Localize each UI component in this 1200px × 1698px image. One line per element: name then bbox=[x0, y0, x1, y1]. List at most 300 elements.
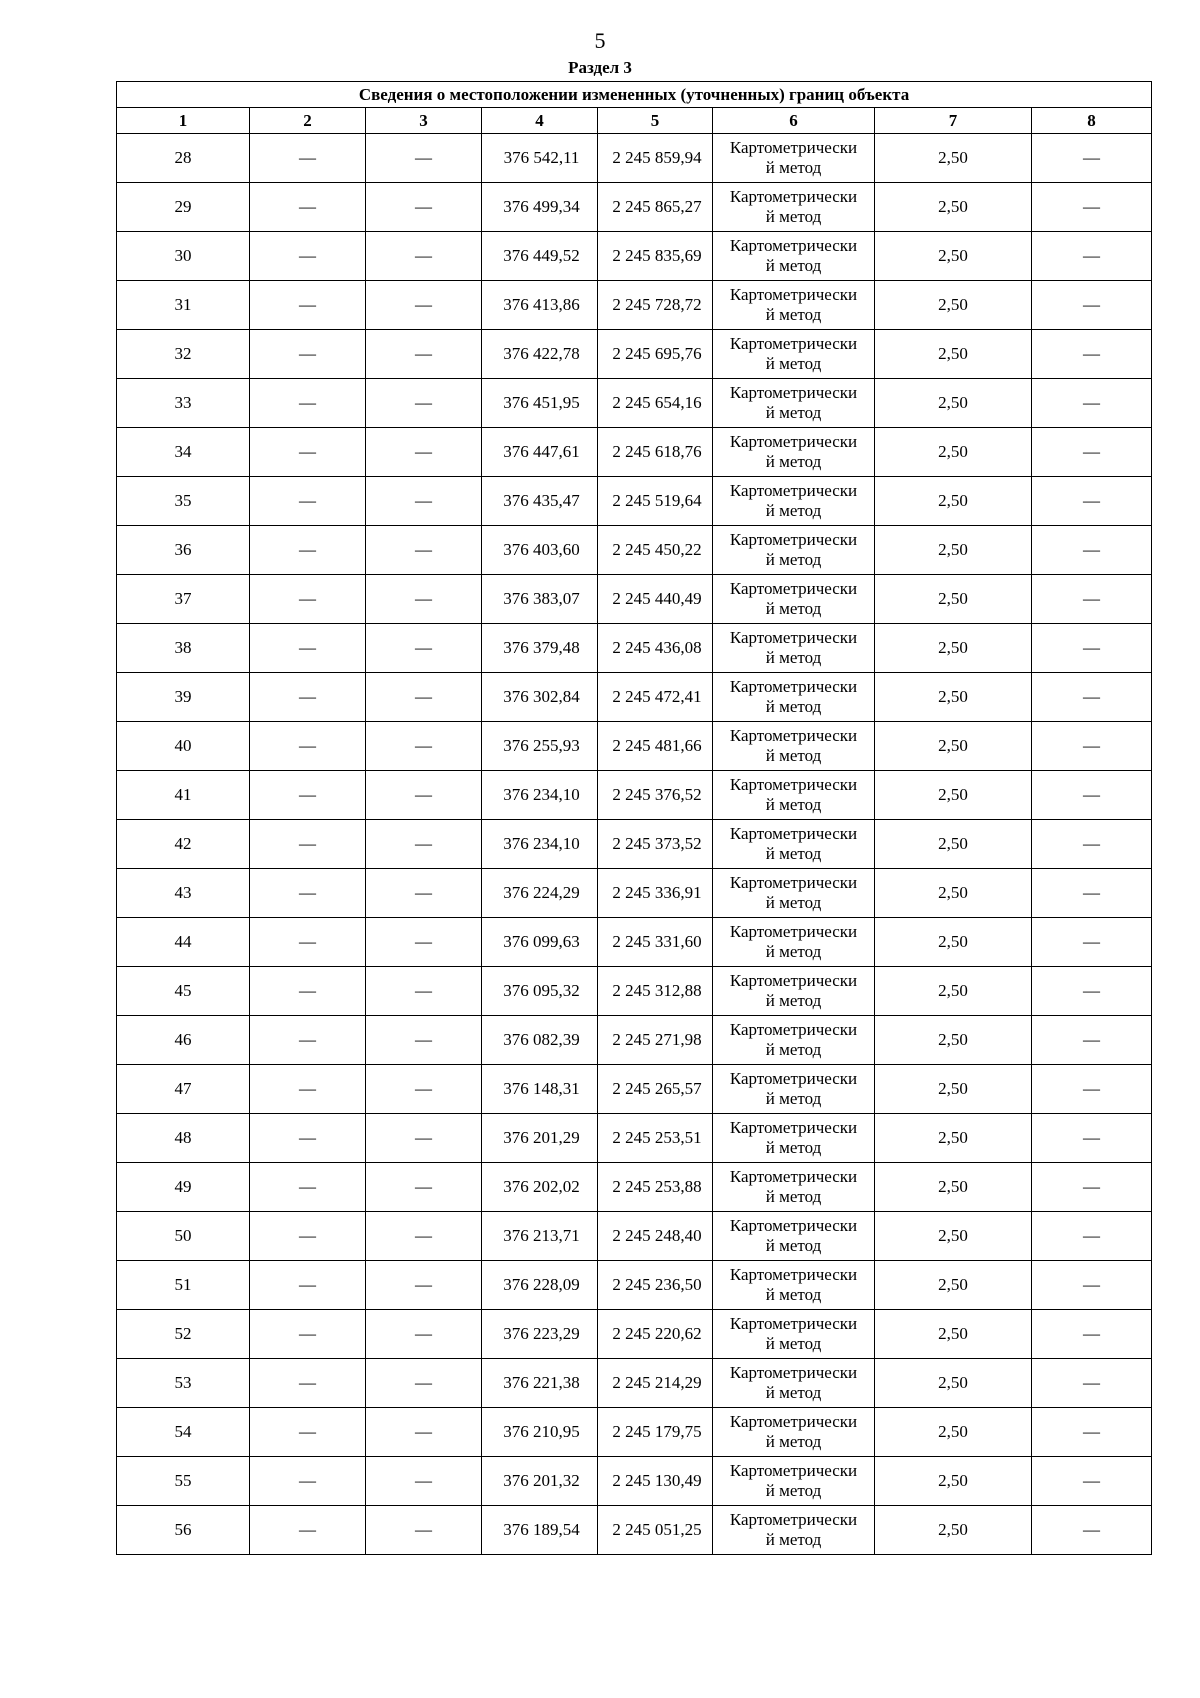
table-caption-row bbox=[117, 82, 1152, 108]
column-2-cell: — bbox=[250, 526, 366, 575]
y-coordinate-cell: 2 245 373,52 bbox=[598, 820, 713, 869]
column-3-cell: — bbox=[366, 967, 482, 1016]
point-number-cell: 48 bbox=[117, 1114, 250, 1163]
x-coordinate-cell: 376 499,34 bbox=[482, 183, 598, 232]
x-coordinate-cell: 376 383,07 bbox=[482, 575, 598, 624]
column-8-cell: — bbox=[1032, 820, 1152, 869]
column-2-cell: — bbox=[250, 1457, 366, 1506]
page-number: 5 bbox=[594, 28, 606, 53]
column-2-cell: — bbox=[250, 134, 366, 183]
method-cell bbox=[713, 918, 875, 967]
method-line-1: Картометрически bbox=[729, 236, 858, 255]
y-coordinate-cell: 2 245 130,49 bbox=[598, 1457, 713, 1506]
y-coordinate-cell: 2 245 835,69 bbox=[598, 232, 713, 281]
column-2-cell: — bbox=[250, 869, 366, 918]
point-number-cell: 38 bbox=[117, 624, 250, 673]
y-coordinate-cell: 2 245 220,62 bbox=[598, 1310, 713, 1359]
method-line-1: Картометрически bbox=[729, 1216, 858, 1235]
column-8-cell: — bbox=[1032, 281, 1152, 330]
column-2-cell: — bbox=[250, 1359, 366, 1408]
accuracy-cell: 2,50 bbox=[875, 771, 1032, 820]
accuracy-cell: 2,50 bbox=[875, 1310, 1032, 1359]
column-2-cell: — bbox=[250, 1212, 366, 1261]
point-number-cell: 33 bbox=[117, 379, 250, 428]
column-3-cell: — bbox=[366, 918, 482, 967]
x-coordinate-cell: 376 148,31 bbox=[482, 1065, 598, 1114]
method-line-2: й метод bbox=[765, 648, 822, 667]
method-cell bbox=[713, 1359, 875, 1408]
method-line-2: й метод bbox=[765, 1432, 822, 1451]
method-cell bbox=[713, 1261, 875, 1310]
method-cell bbox=[713, 967, 875, 1016]
method-cell bbox=[713, 428, 875, 477]
x-coordinate-cell: 376 213,71 bbox=[482, 1212, 598, 1261]
x-coordinate-cell: 376 082,39 bbox=[482, 1016, 598, 1065]
column-3-cell: — bbox=[366, 428, 482, 477]
y-coordinate-cell: 2 245 654,16 bbox=[598, 379, 713, 428]
method-line-2: й метод bbox=[765, 1040, 822, 1059]
point-number-cell: 44 bbox=[117, 918, 250, 967]
y-coordinate-cell: 2 245 481,66 bbox=[598, 722, 713, 771]
accuracy-cell: 2,50 bbox=[875, 722, 1032, 771]
y-coordinate-cell: 2 245 312,88 bbox=[598, 967, 713, 1016]
method-cell bbox=[713, 771, 875, 820]
accuracy-cell: 2,50 bbox=[875, 379, 1032, 428]
column-3-cell: — bbox=[366, 1457, 482, 1506]
method-line-1: Картометрически bbox=[729, 1314, 858, 1333]
method-line-2: й метод bbox=[765, 1138, 822, 1157]
method-line-1: Картометрически bbox=[729, 1363, 858, 1382]
column-3-cell: — bbox=[366, 771, 482, 820]
x-coordinate-cell: 376 255,93 bbox=[482, 722, 598, 771]
x-coordinate-cell: 376 302,84 bbox=[482, 673, 598, 722]
method-line-2: й метод bbox=[765, 844, 822, 863]
method-cell bbox=[713, 477, 875, 526]
column-2-cell: — bbox=[250, 575, 366, 624]
method-line-1: Картометрически bbox=[729, 824, 858, 843]
column-2-cell: — bbox=[250, 1016, 366, 1065]
x-coordinate-cell: 376 422,78 bbox=[482, 330, 598, 379]
column-number-7: 7 bbox=[875, 108, 1032, 134]
y-coordinate-cell: 2 245 450,22 bbox=[598, 526, 713, 575]
x-coordinate-cell: 376 095,32 bbox=[482, 967, 598, 1016]
table-row bbox=[117, 967, 1152, 1016]
method-line-1: Картометрически bbox=[729, 1167, 858, 1186]
point-number-cell: 36 bbox=[117, 526, 250, 575]
x-coordinate-cell: 376 403,60 bbox=[482, 526, 598, 575]
table-row bbox=[117, 771, 1152, 820]
method-cell bbox=[713, 1408, 875, 1457]
column-2-cell: — bbox=[250, 918, 366, 967]
method-cell bbox=[713, 1212, 875, 1261]
accuracy-cell: 2,50 bbox=[875, 624, 1032, 673]
accuracy-cell: 2,50 bbox=[875, 1457, 1032, 1506]
column-3-cell: — bbox=[366, 1506, 482, 1555]
column-3-cell: — bbox=[366, 722, 482, 771]
point-number-cell: 47 bbox=[117, 1065, 250, 1114]
column-2-cell: — bbox=[250, 967, 366, 1016]
method-line-2: й метод bbox=[765, 501, 822, 520]
method-line-2: й метод bbox=[765, 795, 822, 814]
point-number-cell: 55 bbox=[117, 1457, 250, 1506]
method-cell bbox=[713, 1065, 875, 1114]
method-cell bbox=[713, 673, 875, 722]
column-number-3: 3 bbox=[366, 108, 482, 134]
method-line-2: й метод bbox=[765, 599, 822, 618]
table-row bbox=[117, 1310, 1152, 1359]
table-row bbox=[117, 869, 1152, 918]
accuracy-cell: 2,50 bbox=[875, 820, 1032, 869]
method-cell bbox=[713, 1163, 875, 1212]
column-number-2: 2 bbox=[250, 108, 366, 134]
column-8-cell: — bbox=[1032, 624, 1152, 673]
method-line-1: Картометрически bbox=[729, 971, 858, 990]
method-line-2: й метод bbox=[765, 1383, 822, 1402]
column-8-cell: — bbox=[1032, 232, 1152, 281]
column-3-cell: — bbox=[366, 869, 482, 918]
y-coordinate-cell: 2 245 865,27 bbox=[598, 183, 713, 232]
column-8-cell: — bbox=[1032, 967, 1152, 1016]
method-line-2: й метод bbox=[765, 550, 822, 569]
column-2-cell: — bbox=[250, 624, 366, 673]
method-cell bbox=[713, 1310, 875, 1359]
column-3-cell: — bbox=[366, 624, 482, 673]
method-line-1: Картометрически bbox=[729, 1510, 858, 1529]
column-2-cell: — bbox=[250, 820, 366, 869]
method-cell bbox=[713, 1506, 875, 1555]
x-coordinate-cell: 376 099,63 bbox=[482, 918, 598, 967]
y-coordinate-cell: 2 245 472,41 bbox=[598, 673, 713, 722]
method-line-2: й метод bbox=[765, 305, 822, 324]
column-2-cell: — bbox=[250, 771, 366, 820]
method-line-2: й метод bbox=[765, 403, 822, 422]
method-line-1: Картометрически bbox=[729, 1069, 858, 1088]
table-row bbox=[117, 134, 1152, 183]
column-2-cell: — bbox=[250, 477, 366, 526]
method-cell bbox=[713, 232, 875, 281]
point-number-cell: 37 bbox=[117, 575, 250, 624]
point-number-cell: 29 bbox=[117, 183, 250, 232]
accuracy-cell: 2,50 bbox=[875, 1065, 1032, 1114]
accuracy-cell: 2,50 bbox=[875, 918, 1032, 967]
column-8-cell: — bbox=[1032, 722, 1152, 771]
y-coordinate-cell: 2 245 236,50 bbox=[598, 1261, 713, 1310]
x-coordinate-cell: 376 201,29 bbox=[482, 1114, 598, 1163]
method-cell bbox=[713, 722, 875, 771]
y-coordinate-cell: 2 245 271,98 bbox=[598, 1016, 713, 1065]
accuracy-cell: 2,50 bbox=[875, 1261, 1032, 1310]
point-number-cell: 46 bbox=[117, 1016, 250, 1065]
method-cell bbox=[713, 624, 875, 673]
column-3-cell: — bbox=[366, 820, 482, 869]
x-coordinate-cell: 376 435,47 bbox=[482, 477, 598, 526]
accuracy-cell: 2,50 bbox=[875, 575, 1032, 624]
method-cell bbox=[713, 575, 875, 624]
y-coordinate-cell: 2 245 265,57 bbox=[598, 1065, 713, 1114]
column-8-cell: — bbox=[1032, 526, 1152, 575]
column-8-cell: — bbox=[1032, 575, 1152, 624]
column-2-cell: — bbox=[250, 673, 366, 722]
column-3-cell: — bbox=[366, 1310, 482, 1359]
method-line-1: Картометрически bbox=[729, 1265, 858, 1284]
column-number-4: 4 bbox=[482, 108, 598, 134]
x-coordinate-cell: 376 413,86 bbox=[482, 281, 598, 330]
x-coordinate-cell: 376 210,95 bbox=[482, 1408, 598, 1457]
method-line-1: Картометрически bbox=[729, 187, 858, 206]
column-8-cell: — bbox=[1032, 1310, 1152, 1359]
x-coordinate-cell: 376 542,11 bbox=[482, 134, 598, 183]
point-number-cell: 28 bbox=[117, 134, 250, 183]
table-body bbox=[117, 134, 1152, 1555]
y-coordinate-cell: 2 245 214,29 bbox=[598, 1359, 713, 1408]
method-line-1: Картометрически bbox=[729, 726, 858, 745]
column-3-cell: — bbox=[366, 1408, 482, 1457]
y-coordinate-cell: 2 245 859,94 bbox=[598, 134, 713, 183]
y-coordinate-cell: 2 245 179,75 bbox=[598, 1408, 713, 1457]
column-3-cell: — bbox=[366, 1114, 482, 1163]
y-coordinate-cell: 2 245 248,40 bbox=[598, 1212, 713, 1261]
method-cell bbox=[713, 526, 875, 575]
table-row bbox=[117, 330, 1152, 379]
table-row bbox=[117, 1457, 1152, 1506]
method-cell bbox=[713, 820, 875, 869]
accuracy-cell: 2,50 bbox=[875, 1212, 1032, 1261]
y-coordinate-cell: 2 245 618,76 bbox=[598, 428, 713, 477]
column-8-cell: — bbox=[1032, 1065, 1152, 1114]
method-line-2: й метод bbox=[765, 1481, 822, 1500]
column-3-cell: — bbox=[366, 330, 482, 379]
column-number-row bbox=[117, 108, 1152, 134]
method-line-2: й метод bbox=[765, 452, 822, 471]
point-number-cell: 49 bbox=[117, 1163, 250, 1212]
method-line-1: Картометрически bbox=[729, 873, 858, 892]
x-coordinate-cell: 376 202,02 bbox=[482, 1163, 598, 1212]
section-title: Раздел 3 bbox=[568, 58, 632, 77]
accuracy-cell: 2,50 bbox=[875, 1163, 1032, 1212]
accuracy-cell: 2,50 bbox=[875, 183, 1032, 232]
x-coordinate-cell: 376 451,95 bbox=[482, 379, 598, 428]
column-2-cell: — bbox=[250, 1261, 366, 1310]
column-2-cell: — bbox=[250, 183, 366, 232]
column-2-cell: — bbox=[250, 1065, 366, 1114]
column-8-cell: — bbox=[1032, 1457, 1152, 1506]
point-number-cell: 51 bbox=[117, 1261, 250, 1310]
accuracy-cell: 2,50 bbox=[875, 967, 1032, 1016]
table-row bbox=[117, 624, 1152, 673]
column-2-cell: — bbox=[250, 1163, 366, 1212]
column-8-cell: — bbox=[1032, 1016, 1152, 1065]
column-8-cell: — bbox=[1032, 1506, 1152, 1555]
column-number-8: 8 bbox=[1032, 108, 1152, 134]
point-number-cell: 41 bbox=[117, 771, 250, 820]
point-number-cell: 35 bbox=[117, 477, 250, 526]
y-coordinate-cell: 2 245 695,76 bbox=[598, 330, 713, 379]
x-coordinate-cell: 376 234,10 bbox=[482, 771, 598, 820]
y-coordinate-cell: 2 245 436,08 bbox=[598, 624, 713, 673]
x-coordinate-cell: 376 201,32 bbox=[482, 1457, 598, 1506]
point-number-cell: 39 bbox=[117, 673, 250, 722]
table-row bbox=[117, 281, 1152, 330]
point-number-cell: 43 bbox=[117, 869, 250, 918]
table-row bbox=[117, 232, 1152, 281]
method-line-2: й метод bbox=[765, 1334, 822, 1353]
column-8-cell: — bbox=[1032, 379, 1152, 428]
column-8-cell: — bbox=[1032, 1408, 1152, 1457]
x-coordinate-cell: 376 449,52 bbox=[482, 232, 598, 281]
column-8-cell: — bbox=[1032, 869, 1152, 918]
method-line-1: Картометрически bbox=[729, 285, 858, 304]
column-number-6: 6 bbox=[713, 108, 875, 134]
point-number-cell: 56 bbox=[117, 1506, 250, 1555]
method-cell bbox=[713, 281, 875, 330]
column-8-cell: — bbox=[1032, 1212, 1152, 1261]
method-line-2: й метод bbox=[765, 893, 822, 912]
accuracy-cell: 2,50 bbox=[875, 673, 1032, 722]
column-8-cell: — bbox=[1032, 1114, 1152, 1163]
y-coordinate-cell: 2 245 051,25 bbox=[598, 1506, 713, 1555]
accuracy-cell: 2,50 bbox=[875, 526, 1032, 575]
method-cell bbox=[713, 134, 875, 183]
column-8-cell: — bbox=[1032, 1163, 1152, 1212]
table-row bbox=[117, 526, 1152, 575]
column-2-cell: — bbox=[250, 1310, 366, 1359]
accuracy-cell: 2,50 bbox=[875, 1408, 1032, 1457]
boundary-coordinates-table bbox=[116, 81, 1152, 1555]
method-line-1: Картометрически bbox=[729, 775, 858, 794]
column-2-cell: — bbox=[250, 281, 366, 330]
column-8-cell: — bbox=[1032, 771, 1152, 820]
y-coordinate-cell: 2 245 728,72 bbox=[598, 281, 713, 330]
point-number-cell: 34 bbox=[117, 428, 250, 477]
x-coordinate-cell: 376 189,54 bbox=[482, 1506, 598, 1555]
y-coordinate-cell: 2 245 253,51 bbox=[598, 1114, 713, 1163]
column-3-cell: — bbox=[366, 526, 482, 575]
method-line-2: й метод bbox=[765, 158, 822, 177]
column-2-cell: — bbox=[250, 1408, 366, 1457]
table-row bbox=[117, 722, 1152, 771]
method-line-1: Картометрически bbox=[729, 138, 858, 157]
column-8-cell: — bbox=[1032, 428, 1152, 477]
column-3-cell: — bbox=[366, 1261, 482, 1310]
column-3-cell: — bbox=[366, 281, 482, 330]
table-row bbox=[117, 477, 1152, 526]
column-8-cell: — bbox=[1032, 134, 1152, 183]
y-coordinate-cell: 2 245 376,52 bbox=[598, 771, 713, 820]
x-coordinate-cell: 376 228,09 bbox=[482, 1261, 598, 1310]
method-line-2: й метод bbox=[765, 991, 822, 1010]
method-line-2: й метод bbox=[765, 354, 822, 373]
table-row bbox=[117, 428, 1152, 477]
table-row bbox=[117, 1359, 1152, 1408]
accuracy-cell: 2,50 bbox=[875, 1114, 1032, 1163]
table-caption: Сведения о местоположении измененных (уточненных) границ объекта bbox=[117, 82, 1152, 108]
accuracy-cell: 2,50 bbox=[875, 869, 1032, 918]
method-line-1: Картометрически bbox=[729, 481, 858, 500]
x-coordinate-cell: 376 223,29 bbox=[482, 1310, 598, 1359]
table-row bbox=[117, 1212, 1152, 1261]
point-number-cell: 30 bbox=[117, 232, 250, 281]
point-number-cell: 31 bbox=[117, 281, 250, 330]
column-8-cell: — bbox=[1032, 183, 1152, 232]
column-number-5: 5 bbox=[598, 108, 713, 134]
column-2-cell: — bbox=[250, 379, 366, 428]
point-number-cell: 45 bbox=[117, 967, 250, 1016]
table-row bbox=[117, 1506, 1152, 1555]
column-2-cell: — bbox=[250, 330, 366, 379]
column-2-cell: — bbox=[250, 1506, 366, 1555]
column-3-cell: — bbox=[366, 183, 482, 232]
column-number-1: 1 bbox=[117, 108, 250, 134]
column-2-cell: — bbox=[250, 428, 366, 477]
method-line-1: Картометрически bbox=[729, 579, 858, 598]
column-8-cell: — bbox=[1032, 918, 1152, 967]
accuracy-cell: 2,50 bbox=[875, 1016, 1032, 1065]
method-cell bbox=[713, 183, 875, 232]
method-cell bbox=[713, 1016, 875, 1065]
method-line-2: й метод bbox=[765, 697, 822, 716]
accuracy-cell: 2,50 bbox=[875, 1359, 1032, 1408]
point-number-cell: 54 bbox=[117, 1408, 250, 1457]
table-row bbox=[117, 1163, 1152, 1212]
method-line-1: Картометрически bbox=[729, 1412, 858, 1431]
method-line-1: Картометрически bbox=[729, 334, 858, 353]
method-line-2: й метод bbox=[765, 942, 822, 961]
method-line-1: Картометрически bbox=[729, 383, 858, 402]
table-row bbox=[117, 379, 1152, 428]
method-line-2: й метод bbox=[765, 207, 822, 226]
column-2-cell: — bbox=[250, 232, 366, 281]
point-number-cell: 52 bbox=[117, 1310, 250, 1359]
method-line-2: й метод bbox=[765, 1187, 822, 1206]
point-number-cell: 32 bbox=[117, 330, 250, 379]
method-line-1: Картометрически bbox=[729, 628, 858, 647]
method-cell bbox=[713, 1114, 875, 1163]
accuracy-cell: 2,50 bbox=[875, 1506, 1032, 1555]
column-3-cell: — bbox=[366, 1212, 482, 1261]
point-number-cell: 42 bbox=[117, 820, 250, 869]
column-8-cell: — bbox=[1032, 673, 1152, 722]
column-3-cell: — bbox=[366, 1163, 482, 1212]
column-8-cell: — bbox=[1032, 330, 1152, 379]
y-coordinate-cell: 2 245 336,91 bbox=[598, 869, 713, 918]
table-row bbox=[117, 1114, 1152, 1163]
point-number-cell: 40 bbox=[117, 722, 250, 771]
table-row bbox=[117, 1065, 1152, 1114]
column-3-cell: — bbox=[366, 134, 482, 183]
column-3-cell: — bbox=[366, 477, 482, 526]
column-3-cell: — bbox=[366, 1016, 482, 1065]
column-8-cell: — bbox=[1032, 477, 1152, 526]
point-number-cell: 50 bbox=[117, 1212, 250, 1261]
method-line-1: Картометрически bbox=[729, 922, 858, 941]
x-coordinate-cell: 376 447,61 bbox=[482, 428, 598, 477]
column-3-cell: — bbox=[366, 1359, 482, 1408]
method-line-2: й метод bbox=[765, 1089, 822, 1108]
column-8-cell: — bbox=[1032, 1359, 1152, 1408]
method-cell bbox=[713, 330, 875, 379]
column-3-cell: — bbox=[366, 379, 482, 428]
column-3-cell: — bbox=[366, 673, 482, 722]
method-cell bbox=[713, 1457, 875, 1506]
accuracy-cell: 2,50 bbox=[875, 281, 1032, 330]
column-3-cell: — bbox=[366, 232, 482, 281]
method-line-2: й метод bbox=[765, 1285, 822, 1304]
accuracy-cell: 2,50 bbox=[875, 330, 1032, 379]
column-8-cell: — bbox=[1032, 1261, 1152, 1310]
point-number-cell: 53 bbox=[117, 1359, 250, 1408]
table-row bbox=[117, 820, 1152, 869]
y-coordinate-cell: 2 245 440,49 bbox=[598, 575, 713, 624]
